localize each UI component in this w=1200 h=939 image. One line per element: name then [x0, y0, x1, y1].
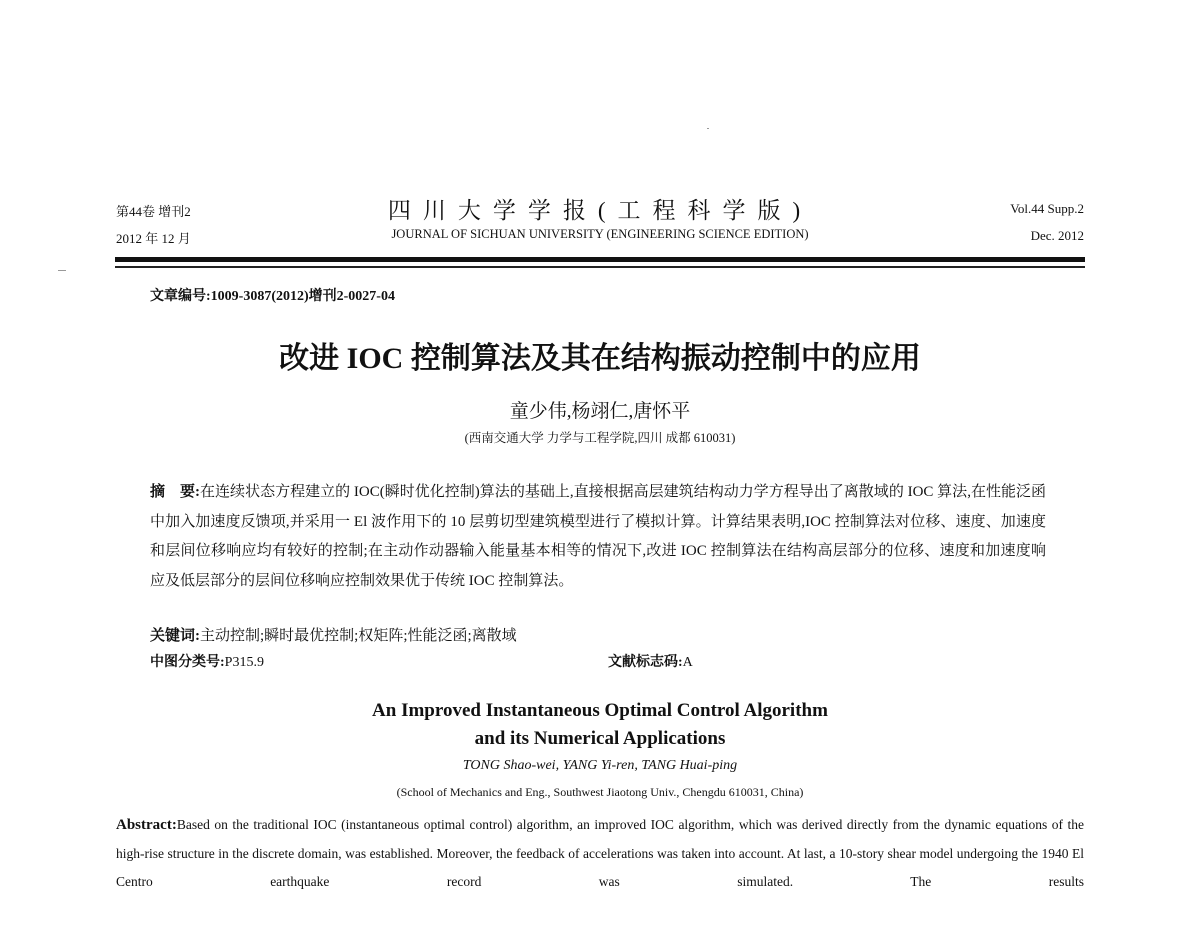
doc-code-text: A: [682, 655, 693, 670]
doc-code-label: 文献标志码:: [608, 655, 683, 670]
abstract-en: [116, 811, 1084, 897]
scan-speck: [707, 128, 709, 129]
clc-label: 中图分类号:: [150, 655, 225, 670]
abstract-en-text: Based on the traditional IOC (instantaneous optimal control) algorithm, an improved IOC algorithm, which was derived directly from the dynamic equations of the high-rise structure in the discrete domain, was established. Moreover, the feedback of accelerations was taken into account. At last, a 10-story shear model undergoing the 1940 El Centro earthquake record was simulated. The results: [116, 817, 1084, 889]
abstract-cn: [150, 478, 1046, 596]
volume-issue-cn: 第44卷 增刊2: [116, 204, 191, 219]
journal-title-en: JOURNAL OF SICHUAN UNIVERSITY (ENGINEERING SCIENCE EDITION): [391, 227, 809, 241]
header-thin-rule: [115, 266, 1085, 268]
abstract-cn-label: 摘 要:: [150, 484, 201, 500]
paper-title-en-line1: An Improved Instantaneous Optimal Control Algorithm: [372, 700, 828, 721]
date-cn: 2012 年 12 月: [116, 231, 191, 246]
abstract-cn-text: 在连续状态方程建立的 IOC(瞬时优化控制)算法的基础上,直接根据高层建筑结构动力学方程导出了离散域的 IOC 算法,在性能泛函中加入加速度反馈项,并采用一 El 波作用下的 10 层剪切型建筑模型进行了模拟计算。计算结果表明,IOC 控制算法对位移、速度、加速度和层间位移响应均有较好的控制;在主动作动器输入能量基本相等的情况下,改进 IOC 控制算法在结构高层部分的位移、速度和加速度响应及低层部分的层间位移响应控制效果优于传统 IOC 控制算法。: [150, 484, 1046, 589]
authors-cn: 童少伟,杨翊仁,唐怀平: [509, 401, 691, 422]
abstract-en-label: Abstract:: [116, 817, 177, 833]
paper-title-en-line2: and its Numerical Applications: [474, 728, 726, 749]
document-code: [608, 651, 693, 671]
keywords: [150, 624, 517, 645]
authors-en: TONG Shao-wei, YANG Yi-ren, TANG Huai-ping: [462, 758, 738, 773]
affiliation-cn: (西南交通大学 力学与工程学院,四川 成都 610031): [464, 431, 736, 445]
article-number: 文章编号:1009-3087(2012)增刊2-0027-04: [150, 289, 395, 304]
clc-number: [150, 651, 264, 671]
affiliation-en: (School of Mechanics and Eng., Southwest Jiaotong Univ., Chengdu 610031, China): [396, 785, 804, 799]
keywords-text: 主动控制;瞬时最优控制;权矩阵;性能泛函;离散域: [200, 628, 517, 644]
header-thick-rule: [115, 257, 1085, 262]
date-en: Dec. 2012: [1030, 228, 1084, 243]
keywords-label: 关键词:: [150, 628, 200, 644]
paper-title-cn: 改进 IOC 控制算法及其在结构振动控制中的应用: [279, 342, 921, 375]
clc-text: P315.9: [224, 655, 264, 670]
journal-title-cn: 四川大学学报(工程科学版): [387, 198, 813, 223]
scan-mark: [58, 270, 66, 271]
volume-issue-en: Vol.44 Supp.2: [1010, 201, 1084, 216]
